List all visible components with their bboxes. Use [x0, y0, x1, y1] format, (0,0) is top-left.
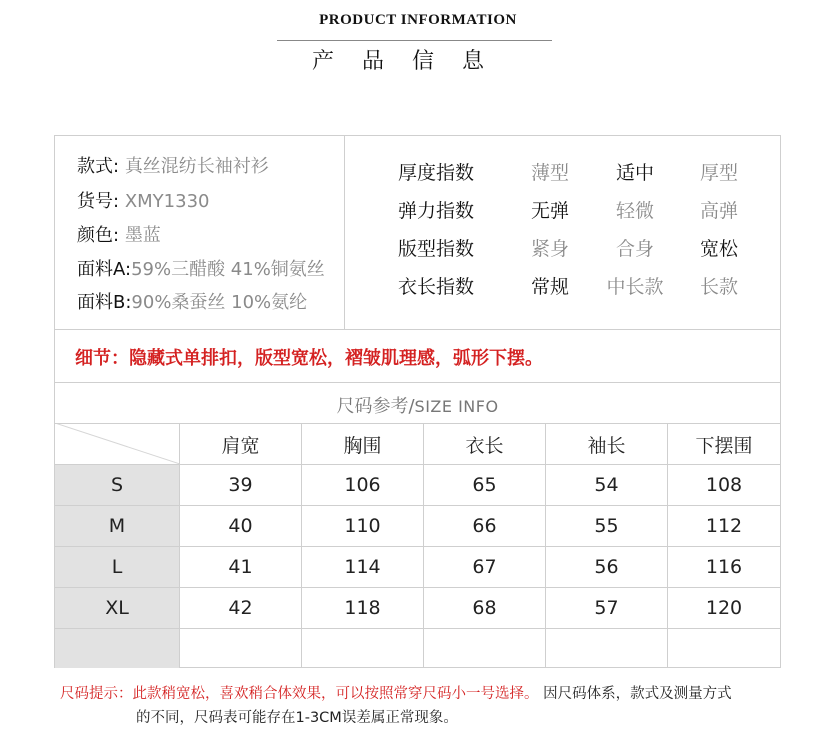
sku-value: XMY1330 — [124, 191, 210, 212]
index-option: 薄型 — [530, 162, 569, 184]
column-header: 衣长 — [424, 423, 546, 464]
index-option: 中长款 — [606, 276, 664, 298]
table-corner — [55, 423, 180, 464]
size-value: 110 — [302, 505, 424, 546]
size-value: 118 — [302, 587, 424, 628]
divider — [55, 329, 780, 330]
fabric-a-label: 面料A: — [77, 259, 132, 280]
index-option-selected: 常规 — [530, 276, 569, 298]
fabric-b-value: 90%桑蚕丝 10%氨纶 — [131, 292, 308, 313]
size-value — [546, 628, 668, 668]
size-value: 55 — [546, 505, 668, 546]
index-option: 厚型 — [699, 162, 738, 184]
index-name: 衣长指数 — [398, 276, 475, 298]
sku-label: 货号: — [77, 191, 120, 212]
style-label: 款式: — [77, 156, 120, 177]
index-option: 合身 — [615, 238, 654, 260]
index-option: 高弹 — [699, 200, 738, 222]
size-value: 54 — [546, 464, 668, 505]
size-table — [55, 423, 780, 668]
title-divider — [277, 40, 552, 41]
size-value: 42 — [180, 587, 302, 628]
size-label: L — [55, 546, 180, 587]
size-value: 41 — [180, 546, 302, 587]
title-chinese: 产品信息 — [311, 49, 512, 74]
size-value — [302, 628, 424, 668]
index-option-selected: 无弹 — [530, 200, 569, 222]
size-title-separator: / — [408, 396, 415, 417]
size-value: 65 — [424, 464, 546, 505]
size-value: 66 — [424, 505, 546, 546]
column-header: 胸围 — [302, 423, 424, 464]
column-header: 肩宽 — [180, 423, 302, 464]
size-value: 68 — [424, 587, 546, 628]
index-row — [398, 272, 758, 298]
size-value: 57 — [546, 587, 668, 628]
size-value: 40 — [180, 505, 302, 546]
divider — [55, 382, 780, 383]
size-title-cn: 尺码参考 — [336, 396, 409, 417]
index-row — [398, 196, 758, 222]
size-value: 120 — [668, 587, 780, 628]
fabric-b-row — [77, 288, 307, 314]
size-value: 108 — [668, 464, 780, 505]
column-header: 下摆围 — [668, 423, 780, 464]
index-name: 版型指数 — [398, 238, 475, 260]
detail-text: 细节：隐藏式单排扣，版型宽松，褶皱肌理感，弧形下摆。 — [75, 348, 543, 369]
size-value: 112 — [668, 505, 780, 546]
color-value: 墨蓝 — [124, 225, 161, 246]
index-row — [398, 234, 758, 260]
size-label: M — [55, 505, 180, 546]
color-label: 颜色: — [77, 225, 120, 246]
fabric-a-row — [77, 255, 325, 281]
size-value: 106 — [302, 464, 424, 505]
size-value: 67 — [424, 546, 546, 587]
product-attributes — [55, 136, 345, 329]
fabric-a-value: 59%三醋酸 41%铜氨丝 — [131, 259, 325, 280]
style-value: 真丝混纺长袖衬衫 — [124, 156, 269, 177]
column-header: 袖长 — [546, 423, 668, 464]
size-title-en: SIZE INFO — [414, 397, 499, 416]
size-value: 116 — [668, 546, 780, 587]
style-row — [77, 152, 269, 178]
index-option: 紧身 — [530, 238, 569, 260]
size-label — [55, 628, 180, 668]
index-option: 轻微 — [615, 200, 654, 222]
fabric-b-label: 面料B: — [77, 292, 132, 313]
size-value — [180, 628, 302, 668]
size-value — [668, 628, 780, 668]
size-note-red: 尺码提示：此款稍宽松，喜欢稍合体效果，可以按照常穿尺码小一号选择。 — [60, 686, 539, 702]
index-option-selected: 宽松 — [699, 238, 738, 260]
color-row — [77, 221, 161, 247]
size-note-black: 因尺码体系，款式及测量方式 — [543, 686, 732, 702]
size-note-line2: 的不同，尺码表可能存在1-3CM误差属正常现象。 — [136, 710, 458, 726]
product-info-panel — [54, 135, 781, 668]
index-option-selected: 适中 — [615, 162, 654, 184]
size-note — [60, 682, 800, 706]
index-option: 长款 — [699, 276, 738, 298]
size-label: S — [55, 464, 180, 505]
index-row — [398, 158, 758, 184]
size-label: XL — [55, 587, 180, 628]
index-name: 厚度指数 — [398, 162, 475, 184]
size-value: 114 — [302, 546, 424, 587]
size-value: 56 — [546, 546, 668, 587]
sku-row — [77, 187, 209, 213]
size-info-title — [55, 392, 780, 418]
size-value: 39 — [180, 464, 302, 505]
title-english: PRODUCT INFORMATION — [319, 12, 517, 28]
size-value — [424, 628, 546, 668]
index-name: 弹力指数 — [398, 200, 475, 222]
